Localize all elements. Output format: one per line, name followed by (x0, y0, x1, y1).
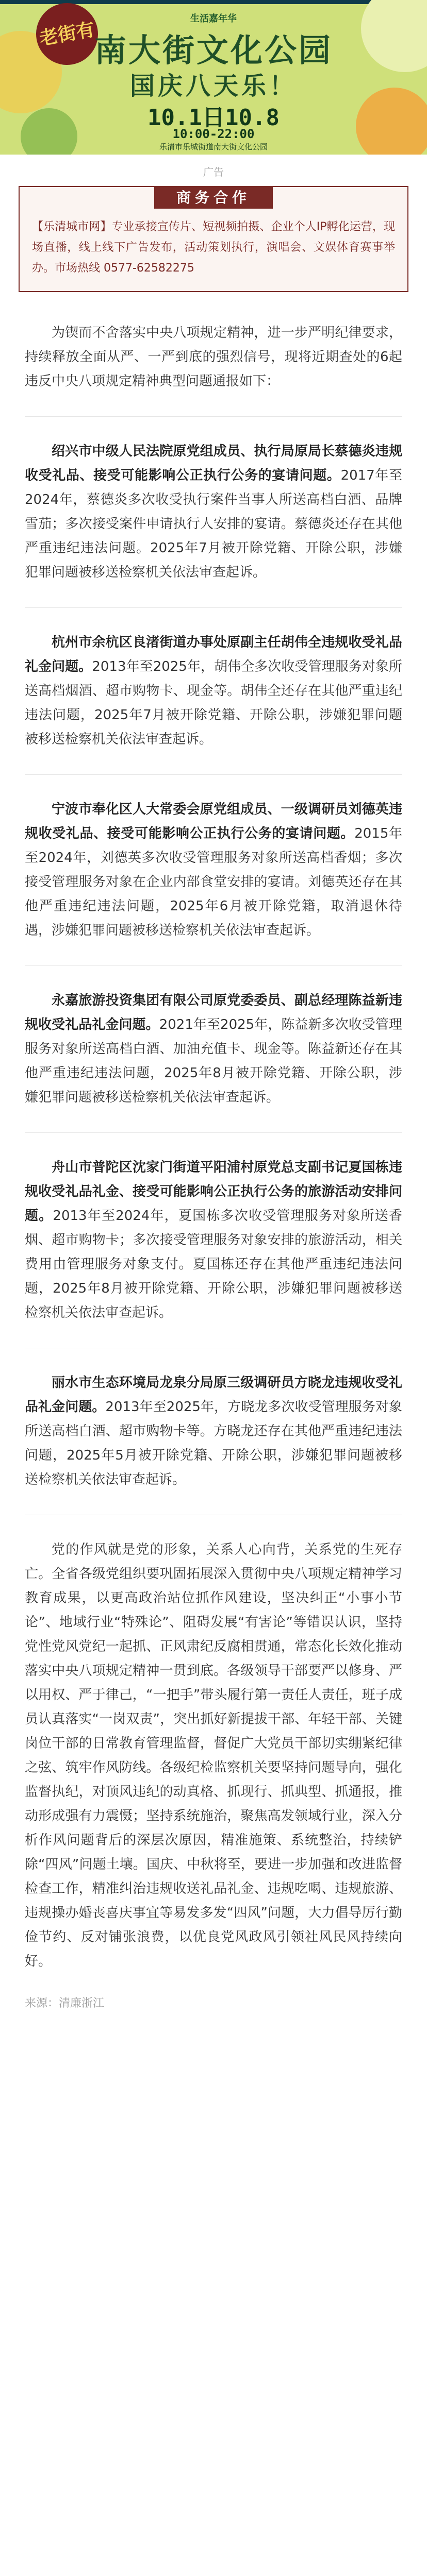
banner-super: 生活嘉年华 (190, 13, 237, 24)
case-title: 丽水市生态环境局龙泉分局原三级调研员方晓龙违规收受礼品礼金问题。 (25, 1375, 402, 1415)
case-title: 绍兴市中级人民法院原党组成员、执行局原局长蔡德炎违规收受礼品、接受可能影响公正执行公务的宴请问题。 (25, 444, 402, 483)
event-banner[interactable] (0, 0, 427, 155)
case-item (25, 1132, 402, 1325)
banner-subtitle: 国庆八天乐！ (129, 72, 297, 100)
case-title: 杭州市余杭区良渚街道办事处原副主任胡伟全违规收受礼品礼金问题。 (25, 635, 402, 674)
ad-heading: 商务合作 (154, 187, 273, 209)
case-body: 2013年至2025年，方晓龙多次收受管理服务对象所送高档白酒、超市购物卡等。方晓龙还存在其他严重违纪违法问题，2025年5月被开除党籍、开除公职，涉嫌犯罪问题被移送检察机关依法审查起诉。 (25, 1399, 402, 1487)
case-title: 宁波市奉化区人大常委会原党组成员、一级调研员刘德英违规收受礼品、接受可能影响公正执行公务的宴请问题。 (25, 802, 402, 841)
ad-text: 【乐清城市网】专业承接宣传片、短视频拍摄、企业个人IP孵化运营，现场直播，线上线下广告发布，活动策划执行，演唱会、文娱体育赛事举办。市场热线 0577-62582275 (32, 221, 395, 275)
case-item (25, 965, 402, 1110)
ad-label: 广告 (203, 166, 224, 178)
case-item (25, 774, 402, 943)
case-title: 舟山市普陀区沈家门街道平阳浦村原党总支副书记夏国栋违规收受礼品礼金、接受可能影响公正执行公务的旅游活动安排问题。 (25, 1160, 402, 1224)
source-line: 来源：清廉浙江 (25, 1997, 105, 2010)
banner-location: 乐清市乐城街道南大街文化公园 (159, 142, 268, 151)
case-item (25, 1348, 402, 1492)
case-body: 2013年至2024年，夏国栋多次收受管理服务对象所送香烟、超市购物卡；多次接受管理服务对象安排的旅游活动，相关费用由管理服务对象支付。夏国栋还存在其他严重违纪违法问题，2025年8月被开除党籍、开除公职，涉嫌犯罪问题被移送检察机关依法审查起诉。 (25, 1208, 402, 1320)
closing-section (25, 1515, 402, 1974)
business-ad[interactable] (19, 186, 408, 292)
banner-dates: 10.1日10.8 (147, 105, 280, 131)
case-item (25, 416, 402, 585)
intro-paragraph: 为锲而不舍落实中央八项规定精神，进一步严明纪律要求，持续释放全面从严、一严到底的强烈信号，现将近期查处的6起违反中央八项规定精神典型问题通报如下： (25, 325, 402, 389)
case-body: 2015年至2024年，刘德英多次收受管理服务对象所送高档香烟；多次接受管理服务对象在企业内部食堂安排的宴请。刘德英还存在其他严重违纪违法问题，2025年6月被开除党籍，取消退休待遇，涉嫌犯罪问题被移送检察机关依法审查起诉。 (25, 826, 402, 938)
banner-title: 南大街文化公园 (94, 31, 333, 69)
case-body: 2021年至2025年，陈益新多次收受管理服务对象所送高档白酒、加油充值卡、现金等。陈益新还存在其他严重违纪违法问题，2025年8月被开除党籍、开除公职，涉嫌犯罪问题被移送检察机关依法审查起诉。 (25, 1017, 402, 1105)
closing-paragraph: 党的作风就是党的形象，关系人心向背，关系党的生死存亡。全省各级党组织要巩固拓展深入贯彻中央八项规定精神学习教育成果，以更高政治站位抓作风建设，坚决纠正“小事小节论”、地域行业“特殊论”、阻碍发展“有害论”等错误认识，坚持党性党风党纪一起抓、正风肃纪反腐相贯通，常态化长效化推动落实中央八项规定精神一贯到底。各级领导干部要严以修身、严以用权、严于律己，“一把手”带头履行第一责任人责任，班子成员认真落实“一岗双责”，突出抓好新提拔干部、年轻干部、关键岗位干部的日常教育管理监督，督促广大党员干部切实绷紧纪律之弦、筑牢作风防线。各级纪检监察机关要坚持问题导向，强化监督执纪，对顶风违纪的动真格、抓现行、抓典型、抓通报，推动形成强有力震慑；坚持系统施治，聚焦高发领域行业，深入分析作风问题背后的深层次原因，精准施策、系统整治，持续铲除“四风”问题土壤。国庆、中秋将至，要进一步加强和改进监督检查工作，精准纠治违规收送礼品礼金、违规吃喝、违规旅游、违规操办婚丧喜庆事宜等易发多发“四风”问题，大力倡导厉行勤俭节约、反对铺张浪费，以优良党风政风引领社风民风持续向好。 (25, 1542, 402, 1969)
article-body (25, 321, 402, 1974)
case-title: 永嘉旅游投资集团有限公司原党委委员、副总经理陈益新违规收受礼品礼金问题。 (25, 993, 402, 1032)
brand-logo: 老街有 (31, 0, 103, 70)
case-item (25, 607, 402, 752)
case-body: 2013年至2025年，胡伟全多次收受管理服务对象所送高档烟酒、超市购物卡、现金等。胡伟全还存在其他严重违纪违法问题，2025年7月被开除党籍、开除公职，涉嫌犯罪问题被移送检察机关依法审查起诉。 (25, 659, 402, 747)
banner-time: 10:00-22:00 (172, 127, 255, 141)
case-body: 2017年至2024年，蔡德炎多次收受执行案件当事人所送高档白酒、品牌雪茄；多次接受案件申请执行人安排的宴请。蔡德炎还存在其他严重违纪违法问题。2025年7月被开除党籍、开除公职，涉嫌犯罪问题被移送检察机关依法审查起诉。 (25, 468, 402, 580)
